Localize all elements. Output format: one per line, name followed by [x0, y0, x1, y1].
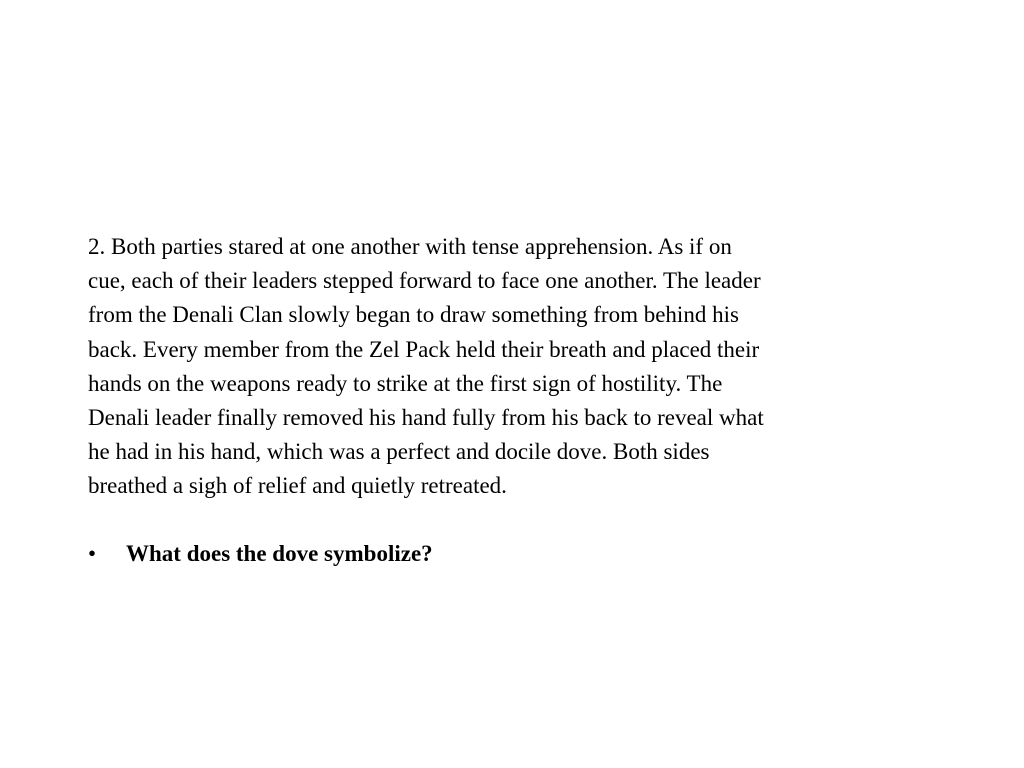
passage-line: 2. Both parties stared at one another with tense apprehension. As if on [88, 234, 732, 259]
passage-line: cue, each of their leaders stepped forward to face one another. The leader [88, 268, 761, 294]
passage-line: from the Denali Clan slowly began to draw something from behind his [88, 302, 739, 328]
story-passage [88, 230, 938, 504]
question-bullet-item [88, 537, 938, 571]
passage-line: breathed a sigh of relief and quietly retreated. [88, 473, 507, 499]
question-text: What does the dove symbolize? [126, 541, 433, 566]
passage-line: he had in his hand, which was a perfect and docile dove. Both sides [88, 439, 710, 465]
passage-line: back. Every member from the Zel Pack held their breath and placed their [88, 336, 760, 362]
passage-line: Denali leader finally removed his hand fully from his back to reveal what [88, 405, 764, 431]
bullet-icon: • [88, 541, 97, 566]
passage-line: hands on the weapons ready to strike at the first sign of hostility. The [88, 370, 723, 396]
